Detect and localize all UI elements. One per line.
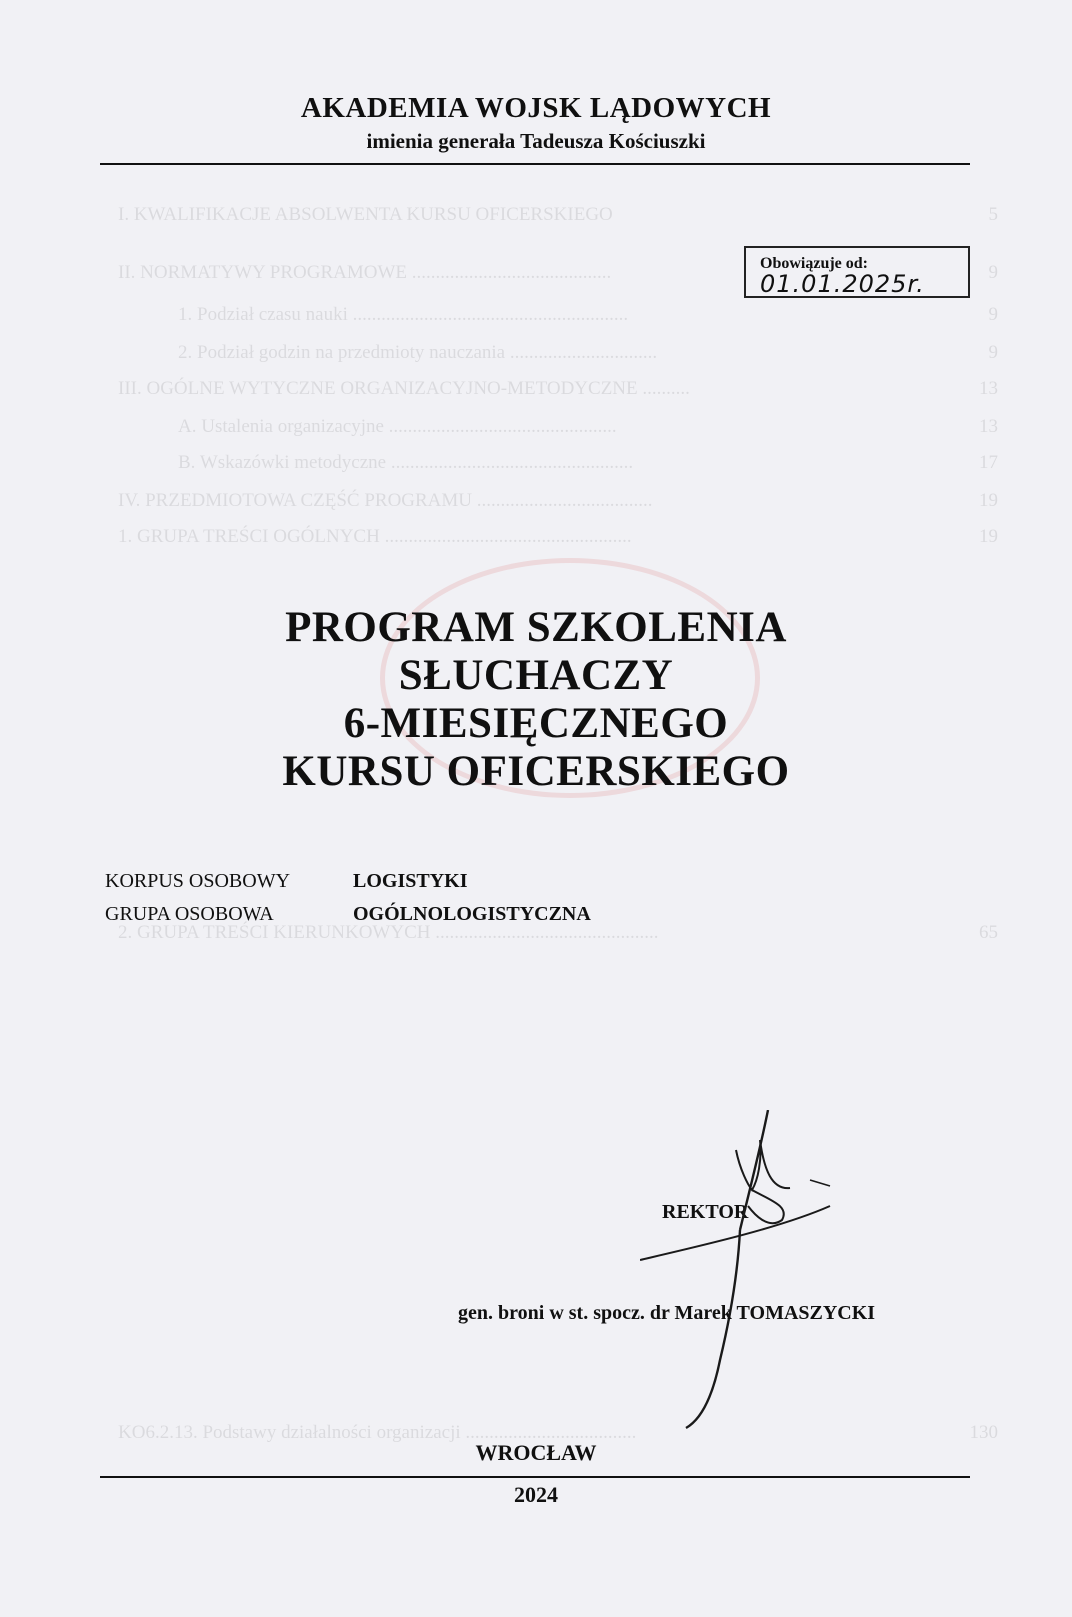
program-title-line: KURSU OFICERSKIEGO: [282, 748, 790, 795]
institution-name: AKADEMIA WOJSK LĄDOWYCH: [300, 92, 772, 124]
approver-role: REKTOR: [662, 1201, 749, 1223]
validity-date-handwritten: 01.01.2025r.: [760, 270, 925, 298]
program-title-line: PROGRAM SZKOLENIA: [285, 604, 787, 651]
classification-key: KORPUS OSOBOWY: [105, 870, 291, 892]
document-header: [100, 92, 972, 154]
header-rule: [100, 163, 970, 165]
program-title-line: SŁUCHACZY: [398, 652, 674, 699]
footer-rule: [100, 1476, 970, 1478]
validity-label: Obowiązuje od:: [760, 255, 868, 272]
document-year: 2024: [514, 1482, 558, 1507]
program-title: [100, 604, 972, 796]
program-title-line: 6-MIESIĘCZNEGO: [343, 700, 729, 747]
institution-patron: imienia generała Tadeusza Kościuszki: [366, 129, 706, 153]
classification-value: LOGISTYKI: [353, 870, 468, 892]
validity-stamp-box: [744, 246, 970, 298]
signer-name: gen. broni w st. spocz. dr Marek TOMASZYCKI: [458, 1302, 876, 1324]
classification-key: GRUPA OSOBOWA: [105, 903, 274, 925]
classification-value: OGÓLNOLOGISTYCZNA: [353, 903, 591, 925]
reverse-side-bleed: I. KWALIFIKACJE ABSOLWENTA KURSU OFICERSKIEGO 5 II. NORMATYWY PROGRAMOWE .......................................... 9 1. Podział czasu nauki .......................................................... 9 2. Podział godzin na przedmioty nauczania ............................... 9 III. OGÓLNE WYTYCZNE ORGANIZACYJNO-METODYCZNE .......... 13 A. Ustalenia organizacyjne ................................................ 13 B. Wskazówki metodyczne ................................................... 17 IV. PRZEDMIOTOWA CZĘŚĆ PROGRAMU ..................................... 19 1. GRUPA TREŚCI OGÓLNYCH .................................................... 19 2. GRUPA TREŚCI KIERUNKOWYCH ............................................... 65 KO6.2.13. Podstawy działalności organizacji .................................... 130: [118, 204, 998, 1443]
handwritten-signature: [640, 1110, 880, 1430]
document-city: WROCŁAW: [475, 1440, 597, 1465]
